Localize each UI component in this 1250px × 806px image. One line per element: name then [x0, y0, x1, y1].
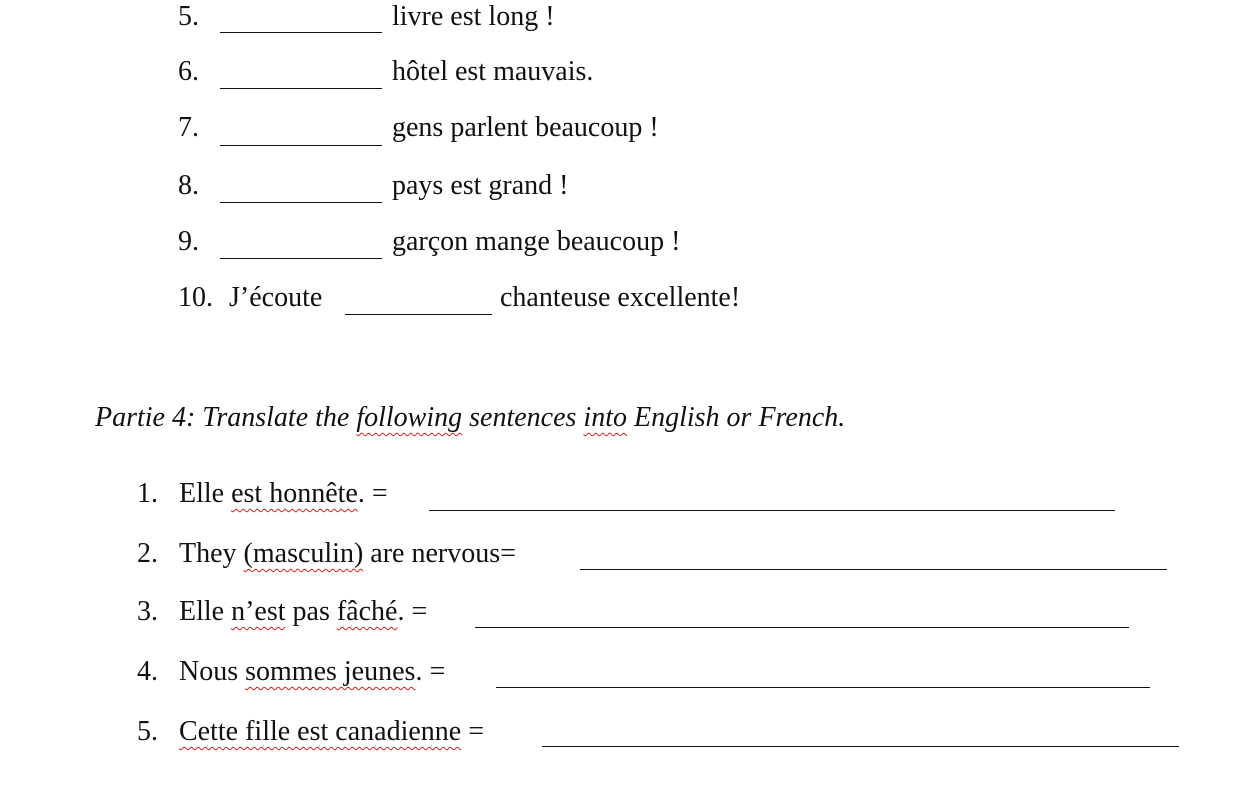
- heading-text: sentences: [462, 402, 584, 433]
- sentence-text: They: [179, 538, 244, 569]
- item-text: livre est long !: [392, 1, 555, 32]
- answer-blank[interactable]: [220, 258, 382, 259]
- item-number: 6.: [178, 56, 199, 87]
- item-text: garçon mange beaucoup !: [392, 226, 681, 257]
- answer-blank[interactable]: [220, 32, 382, 33]
- item-number: 8.: [178, 170, 199, 201]
- heading-text: following: [356, 402, 463, 433]
- heading-text: English or French.: [626, 402, 846, 433]
- answer-blank[interactable]: [429, 510, 1115, 511]
- sentence-text: sommes jeunes: [245, 656, 416, 687]
- sentence: [179, 715, 484, 749]
- sentence-text: . =: [415, 656, 446, 687]
- section-heading: [95, 401, 845, 435]
- sentence-text: pas: [285, 596, 337, 627]
- sentence: [179, 655, 445, 689]
- heading-text: into: [583, 402, 627, 433]
- answer-blank[interactable]: [496, 687, 1150, 688]
- item-text: hôtel est mauvais.: [392, 56, 594, 87]
- item-text: gens parlent beaucoup !: [392, 112, 659, 143]
- sentence-text: =: [461, 716, 484, 747]
- sentence: [179, 537, 516, 571]
- item-number: 5.: [137, 716, 158, 747]
- item-text: pays est grand !: [392, 170, 569, 201]
- answer-blank[interactable]: [580, 569, 1167, 570]
- answer-blank[interactable]: [220, 202, 382, 203]
- item-number: 2.: [137, 538, 158, 569]
- sentence-text: . =: [357, 478, 388, 509]
- item-number: 5.: [178, 1, 199, 32]
- item-text-before: J’écoute: [229, 282, 323, 313]
- answer-blank[interactable]: [475, 627, 1129, 628]
- sentence-text: Nous: [179, 656, 246, 687]
- item-text-after: chanteuse excellente!: [500, 282, 741, 313]
- heading-text: Partie 4: Translate the: [95, 402, 357, 433]
- sentence-text: (masculin): [243, 538, 364, 569]
- item-number: 9.: [178, 226, 199, 257]
- item-number: 10.: [178, 282, 213, 313]
- sentence-text: Cette fille est canadienne: [179, 716, 462, 747]
- sentence-text: est honnête: [231, 478, 358, 509]
- answer-blank[interactable]: [542, 746, 1179, 747]
- sentence-text: Elle: [179, 596, 232, 627]
- answer-blank[interactable]: [345, 314, 492, 315]
- sentence: [179, 595, 427, 629]
- item-number: 1.: [137, 478, 158, 509]
- answer-blank[interactable]: [220, 145, 382, 146]
- sentence-text: fâché: [336, 596, 398, 627]
- sentence-text: n’est: [231, 596, 286, 627]
- sentence-text: . =: [397, 596, 428, 627]
- sentence-text: are nervous=: [363, 538, 516, 569]
- item-number: 4.: [137, 656, 158, 687]
- item-number: 7.: [178, 112, 199, 143]
- answer-blank[interactable]: [220, 88, 382, 89]
- sentence: [179, 477, 388, 511]
- item-number: 3.: [137, 596, 158, 627]
- sentence-text: Elle: [179, 478, 232, 509]
